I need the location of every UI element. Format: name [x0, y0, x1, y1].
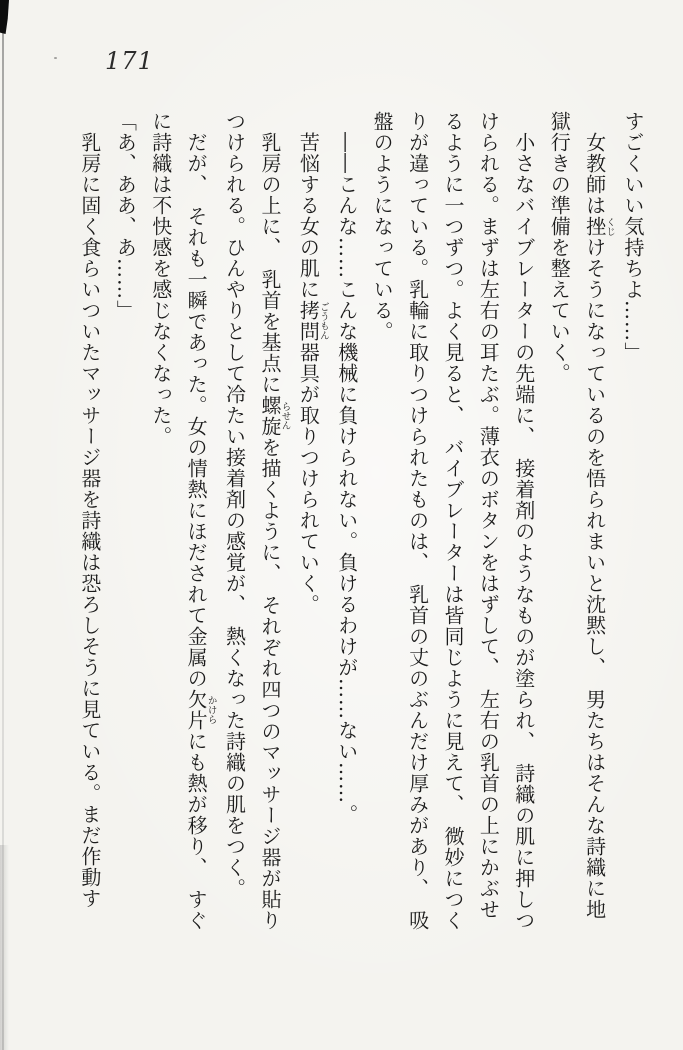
furigana-annotated-text: 挫くじ — [582, 216, 616, 237]
text-column: つけられる。ひんやりとして冷たい接着剤の感覚が、 熱くなった詩織の肌をつく。 — [222, 111, 247, 899]
text-column: 小さなバイブレーターの先端に、 接着剤のようなものが塗られ、 詩織の肌に押しつ — [511, 111, 536, 931]
scan-corner-mark — [0, 0, 9, 34]
text-column: るように一つずつ。よく見ると、 バイブレーターは皆同じように見えて、 微妙につく — [440, 111, 465, 931]
text-column: に詩織は不快感を感じなくなった。 — [148, 111, 173, 447]
text-block — [72, 111, 651, 956]
furigana-annotated-text: 欠片かけら — [184, 689, 217, 731]
furigana-annotated-text: 拷問ごうもん — [296, 300, 329, 342]
scan-speck — [54, 57, 57, 59]
text-column: 「あ、ああ、あ……」 — [113, 111, 138, 321]
furigana-annotated-text: 螺旋らせん — [257, 395, 291, 437]
binding-edge-shadow — [0, 845, 9, 1050]
text-column: 乳房に固く食らいついたマッサージ器を詩織は恐ろしそうに見ている。まだ作動す — [77, 111, 102, 909]
text-column: けられる。まずは左右の耳たぶ。薄衣のボタンをはずして、 左右の乳首の上にかぶせ — [476, 111, 501, 920]
text-column: 女教師は挫くじけそうになっているのを悟られまいと沈黙し、 男たちはそんな詩織に地 — [582, 111, 616, 920]
text-column: 獄行きの準備を整えていく。 — [547, 111, 572, 384]
text-column: りが違っている。乳輪に取りつけられたものは、 乳首の丈のぶんだけ厚みがあり、 吸 — [405, 111, 430, 931]
text-column: 盤のようになっている。 — [370, 111, 395, 342]
text-column: すごくいい気持ちよ……」 — [621, 111, 645, 363]
text-column: だが、 それも一瞬であった。女の情熱にほだされて金属の欠片かけらにも熱が移り、 すぐ — [184, 111, 217, 931]
text-column: ――こんな……こんな機械に負けられない。負けるわけが……ない……。 — [334, 111, 359, 825]
text-column: 苦悩する女の肌に拷問ごうもん器具が取りつけられていく。 — [296, 111, 329, 615]
text-column: 乳房の上に、 乳首を基点に螺旋らせんを描くように、 それぞれ四つのマッサージ器が貼り — [257, 111, 291, 931]
page-number: 171 — [105, 47, 154, 75]
